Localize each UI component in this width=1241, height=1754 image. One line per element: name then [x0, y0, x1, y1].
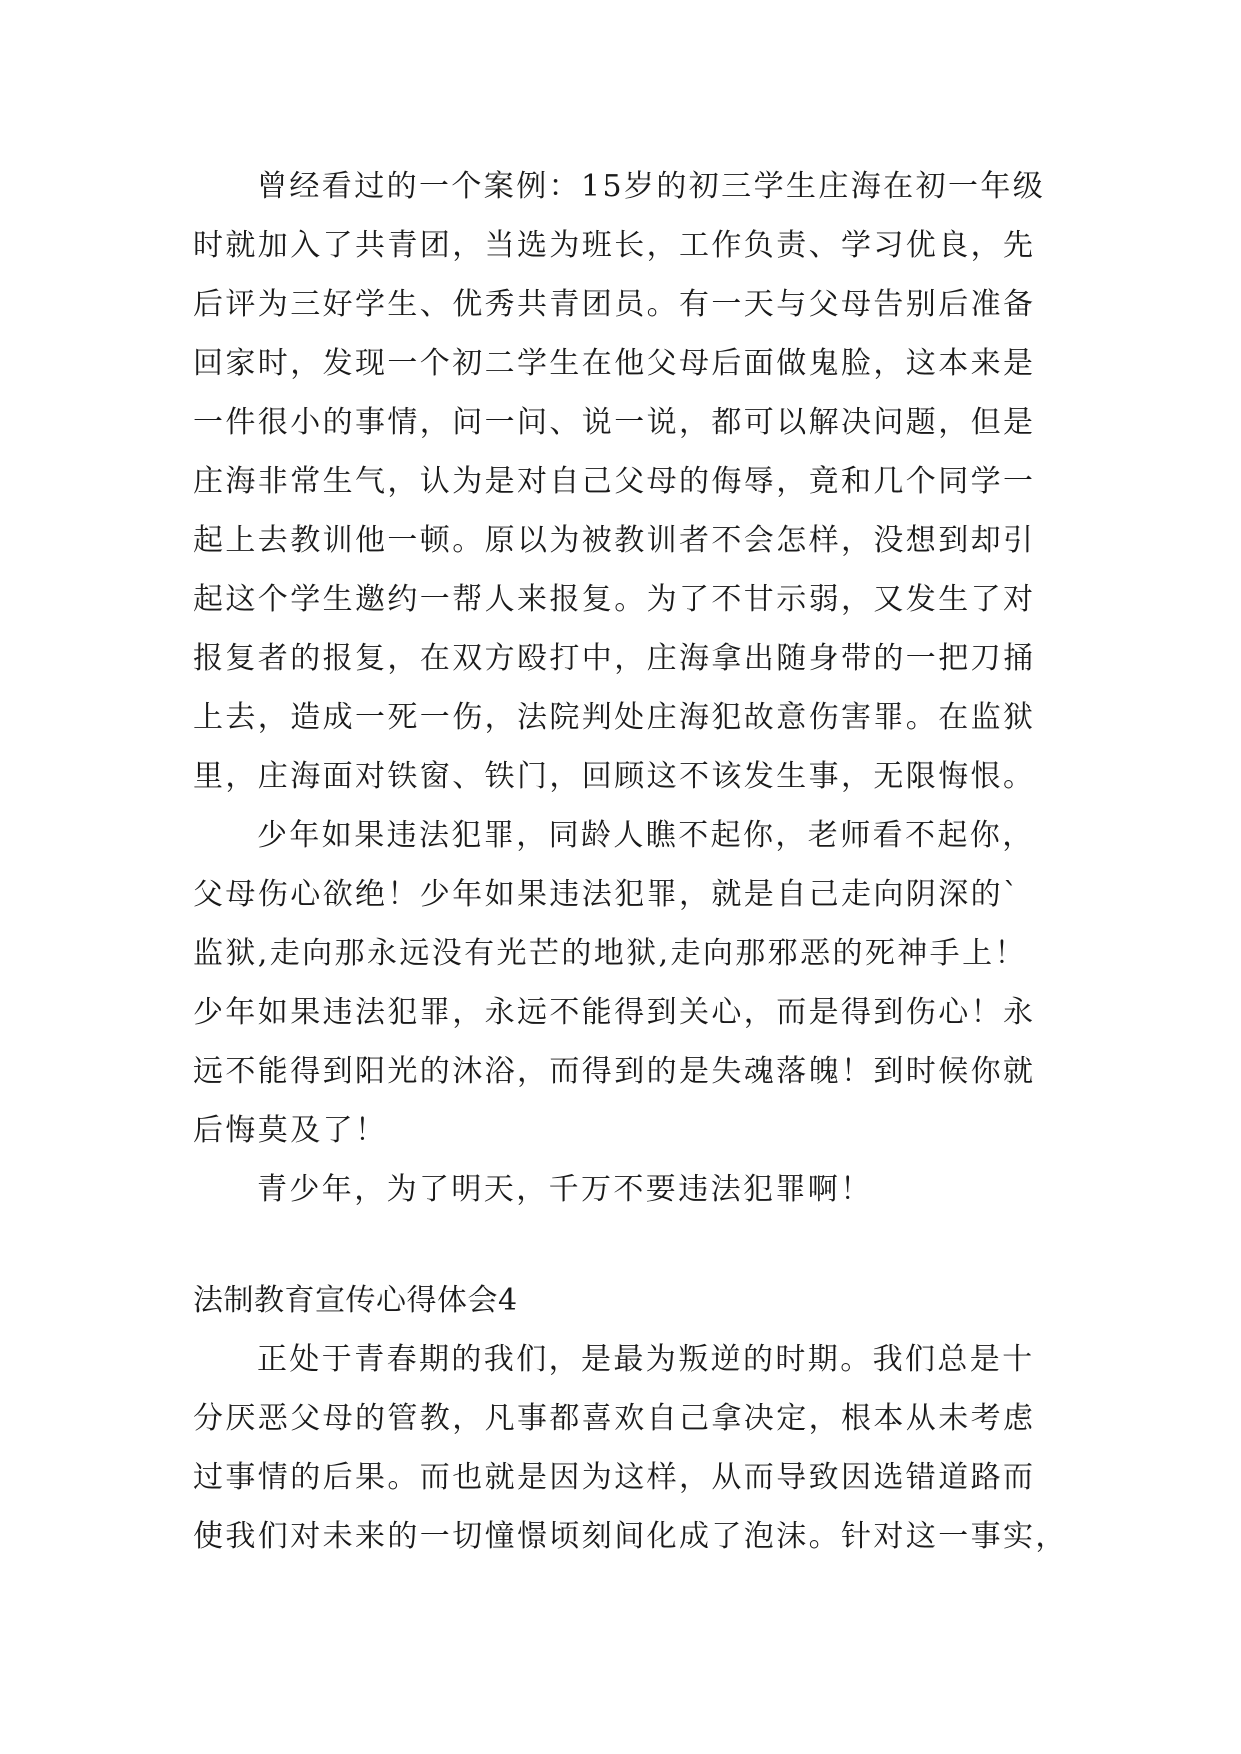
paragraph-1-line-4: 回家时，发现一个初二学生在他父母后面做鬼脸，这本来是: [193, 346, 1036, 381]
paragraph-2-line-5: 远不能得到阳光的沐浴，而得到的是失魂落魄！到时候你就: [193, 1054, 1036, 1089]
paragraph-2-line-2: 父母伤心欲绝！少年如果违法犯罪，就是自己走向阴深的`: [193, 877, 1021, 912]
paragraph-4-line-2: 分厌恶父母的管教，凡事都喜欢自己拿决定，根本从未考虑: [193, 1401, 1036, 1436]
paragraph-1-line-8: 起这个学生邀约一帮人来报复。为了不甘示弱，又发生了对: [193, 582, 1036, 617]
paragraph-1-line-1: 曾经看过的一个案例：15岁的初三学生庄海在初一年级: [257, 169, 1046, 204]
paragraph-1-line-3: 后评为三好学生、优秀共青团员。有一天与父母告别后准备: [193, 287, 1036, 322]
paragraph-1-line-9: 报复者的报复，在双方殴打中，庄海拿出随身带的一把刀捅: [193, 641, 1036, 676]
paragraph-4-line-1: 正处于青春期的我们，是最为叛逆的时期。我们总是十: [257, 1342, 1035, 1377]
paragraph-1-line-6: 庄海非常生气，认为是对自己父母的侮辱，竟和几个同学一: [193, 464, 1036, 499]
paragraph-1-line-2: 时就加入了共青团，当选为班长，工作负责、学习优良，先: [193, 228, 1036, 263]
paragraph-4-line-3: 过事情的后果。而也就是因为这样，从而导致因选错道路而: [193, 1460, 1036, 1495]
section-title: 法制教育宣传心得体会4: [193, 1283, 518, 1318]
paragraph-2-line-4: 少年如果违法犯罪，永远不能得到关心，而是得到伤心！永: [193, 995, 1036, 1030]
paragraph-1-line-5: 一件很小的事情，问一问、说一说，都可以解决问题，但是: [193, 405, 1036, 440]
paragraph-1-line-11: 里，庄海面对铁窗、铁门，回顾这不该发生事，无限悔恨。: [193, 759, 1036, 794]
paragraph-2-line-6: 后悔莫及了！: [193, 1113, 388, 1148]
paragraph-4-line-4: 使我们对未来的一切憧憬顷刻间化成了泡沫。针对这一事实，: [193, 1519, 1068, 1554]
paragraph-3-line-1: 青少年，为了明天，千万不要违法犯罪啊！: [257, 1172, 873, 1207]
paragraph-1-line-7: 起上去教训他一顿。原以为被教训者不会怎样，没想到却引: [193, 523, 1036, 558]
paragraph-2-line-1: 少年如果违法犯罪，同龄人瞧不起你，老师看不起你，: [257, 818, 1035, 853]
paragraph-1-line-10: 上去，造成一死一伤，法院判处庄海犯故意伤害罪。在监狱: [193, 700, 1036, 735]
paragraph-2-line-3: 监狱,走向那永远没有光芒的地狱,走向那邪恶的死神手上！: [193, 936, 1027, 971]
